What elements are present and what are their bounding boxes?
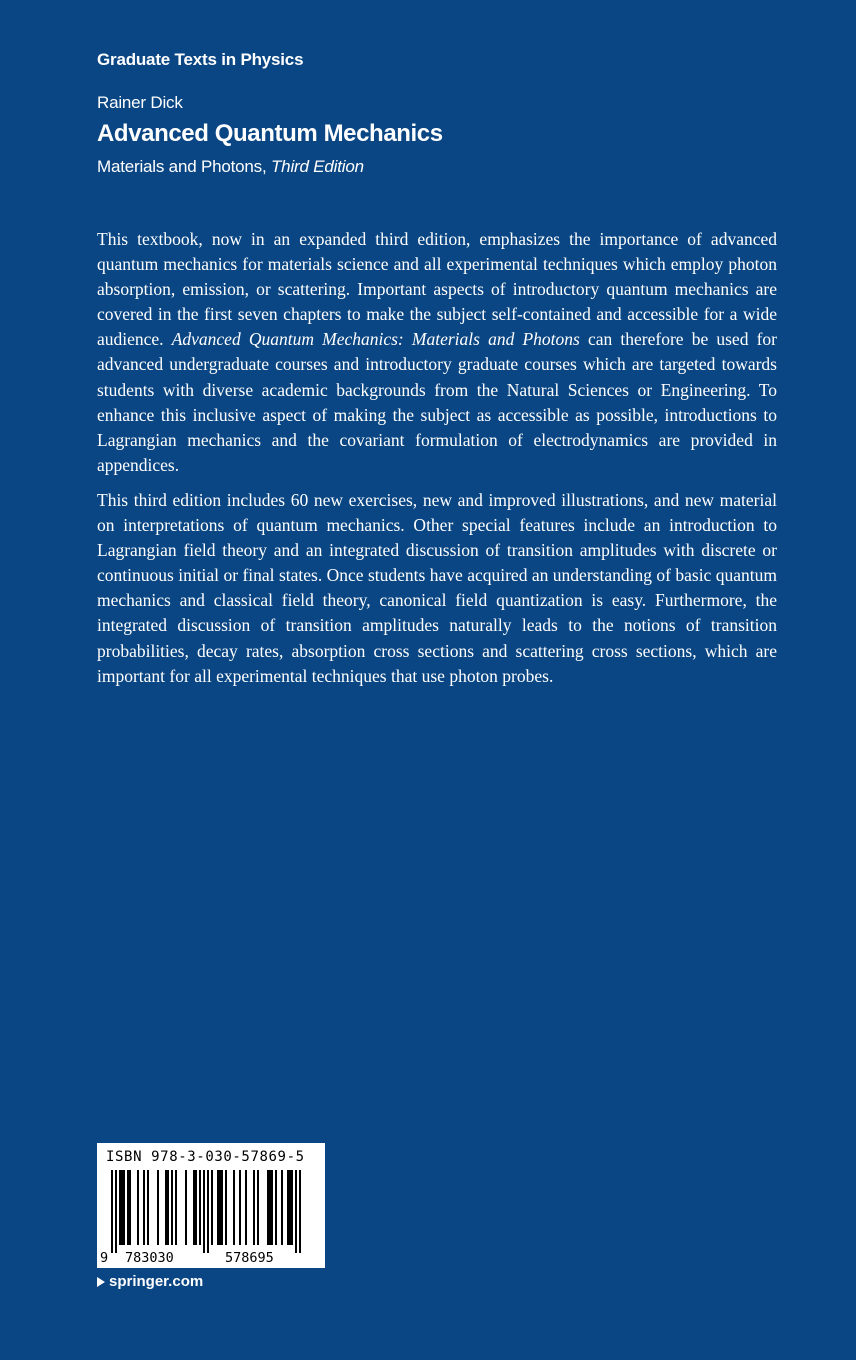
barcode-bars (111, 1170, 301, 1253)
series-title: Graduate Texts in Physics (97, 50, 304, 69)
barcode-graphic (97, 1143, 325, 1268)
barcode-bar (119, 1170, 125, 1245)
arrow-right-icon (97, 1277, 105, 1287)
paragraph-1-part-2: can therefore be used for advanced undergraduate courses and introductory graduate courses which are targeted towards students with diverse academic backgrounds from the Natural Sciences or Engineering. To enhance this inclusive aspect of making the subject as accessible as possible, introductions to Lagrangian mechanics and the covariant formulation of electrodynamics are provided in appendices. (97, 329, 777, 475)
barcode-bar (267, 1170, 273, 1245)
barcode-bar (147, 1170, 149, 1245)
description-paragraph-1 (97, 227, 777, 478)
author-name: Rainer Dick (97, 93, 183, 112)
paragraph-1-part-1: This textbook, now in an expanded third edition, emphasizes the importance of advanced quantum mechanics for materials science and all experimental techniques which employ photon absorption, emission, or scattering. Important aspects of introductory quantum mechanics are covered in the first seven chapters to make the subject self-contained and accessible for a wide audience. (97, 229, 777, 350)
barcode-right-digits: 578695 (225, 1250, 274, 1266)
barcode-bar (253, 1170, 255, 1245)
barcode-bar (143, 1170, 145, 1245)
isbn-barcode (97, 1143, 325, 1268)
barcode-bar (233, 1170, 235, 1245)
isbn-label: ISBN 978-3-030-57869-5 (106, 1149, 305, 1165)
barcode-bar (175, 1170, 177, 1245)
description-paragraph-2: This third edition includes 60 new exercises, new and improved illustrations, and new material on interpretations of quantum mechanics. Other special features include an introduction to Lagrangian field theory and an integrated discussion of transition amplitudes with discrete or continuous initial or final states. Once students have acquired an understanding of basic quantum mechanics and classical field theory, canonical field quantization is easy. Furthermore, the integrated discussion of transition amplitudes naturally leads to the notions of transition probabilities, decay rates, absorption cross sections and scattering cross sections, which are important for all experimental techniques that use photon probes. (97, 489, 777, 686)
barcode-bar (137, 1170, 139, 1245)
barcode-bar (193, 1170, 197, 1245)
barcode-bar (287, 1170, 293, 1245)
barcode-bar (217, 1170, 223, 1245)
barcode-bar (299, 1170, 301, 1253)
barcode-bar (239, 1170, 241, 1245)
edition-label: Third Edition (271, 157, 364, 176)
barcode-bar (127, 1170, 131, 1245)
barcode-bar (199, 1170, 201, 1245)
barcode-bar (257, 1170, 259, 1245)
barcode-bar (207, 1170, 209, 1253)
barcode-bar (275, 1170, 277, 1245)
barcode-bar (165, 1170, 169, 1245)
barcode-lead-digit: 9 (100, 1250, 109, 1266)
barcode-bar (157, 1170, 159, 1245)
barcode-bar (115, 1170, 117, 1253)
barcode-bar (281, 1170, 283, 1245)
barcode-left-digits: 783030 (125, 1250, 174, 1266)
barcode-bar (245, 1170, 247, 1245)
barcode-bar (225, 1170, 227, 1245)
barcode-bar (185, 1170, 187, 1245)
barcode-bar (295, 1170, 297, 1253)
barcode-bar (171, 1170, 173, 1245)
barcode-bar (203, 1170, 205, 1253)
barcode-bar (211, 1170, 213, 1245)
book-subtitle (97, 157, 364, 177)
subtitle-main: Materials and Photons, (97, 157, 271, 176)
book-title: Advanced Quantum Mechanics (97, 120, 443, 147)
publisher-link[interactable] (97, 1273, 203, 1290)
paragraph-1-book-title: Advanced Quantum Mechanics: Materials and Photons (171, 329, 580, 350)
publisher-link-text: springer.com (109, 1273, 204, 1290)
description (97, 227, 777, 699)
barcode-bar (111, 1170, 113, 1253)
